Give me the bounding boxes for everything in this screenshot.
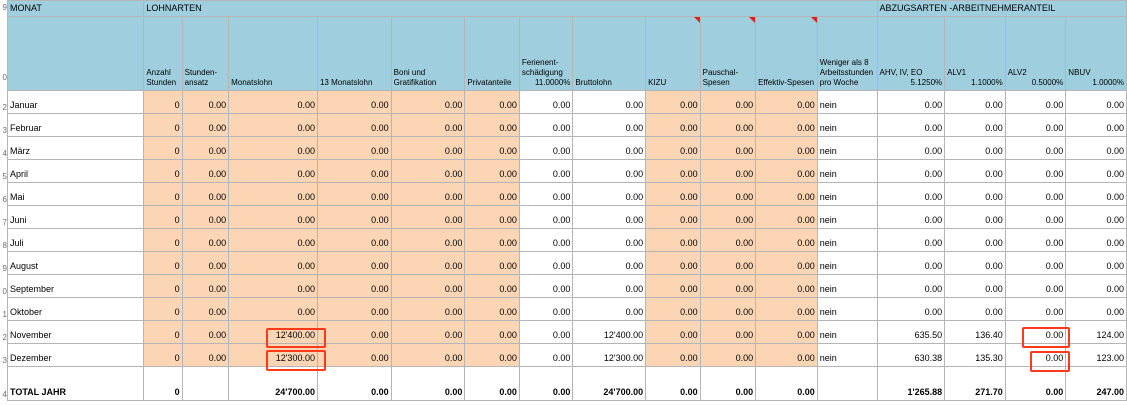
header-rate: 5.1250% <box>910 78 943 87</box>
total-monatslohn[interactable]: 24'700.00 <box>229 367 318 401</box>
cell-bruttolohn[interactable]: 0.00 <box>573 275 646 298</box>
cell-alv2[interactable]: 0.00 <box>1005 252 1066 275</box>
cell-boni-gratifikation[interactable]: 0.00 <box>391 183 465 206</box>
cell-13-monatslohn[interactable]: 0.00 <box>317 91 391 114</box>
cell-anzahl-stunden[interactable]: 0 <box>144 275 182 298</box>
column-header-row <box>8 17 1127 91</box>
cell-weniger-als-8-stunden[interactable]: nein <box>817 344 877 367</box>
cell-kizu[interactable]: 0.00 <box>646 91 701 114</box>
row-number-gutter <box>0 0 7 406</box>
cell-alv1[interactable]: 0.00 <box>945 137 1006 160</box>
header-weniger-als-8-stunden[interactable] <box>817 17 877 91</box>
cell-alv2[interactable]: 0.00 <box>1005 137 1066 160</box>
cell-bruttolohn[interactable]: 0.00 <box>573 160 646 183</box>
cell-monatslohn[interactable]: 12'400.00 <box>229 321 318 344</box>
total-label[interactable]: TOTAL JAHR <box>8 367 144 401</box>
cell-nbuv[interactable]: 0.00 <box>1066 252 1127 275</box>
table-row <box>8 160 1127 183</box>
cell-13-monatslohn[interactable]: 0.00 <box>317 344 391 367</box>
cell-13-monatslohn[interactable]: 0.00 <box>317 321 391 344</box>
payroll-spreadsheet <box>7 0 1127 401</box>
cell-13-monatslohn[interactable]: 0.00 <box>317 183 391 206</box>
total-anzahl-stunden[interactable]: 0 <box>144 367 182 401</box>
cell-nbuv[interactable]: 0.00 <box>1066 206 1127 229</box>
month-name-cell[interactable]: Oktober <box>8 298 144 321</box>
cell-bruttolohn[interactable]: 0.00 <box>573 229 646 252</box>
cell-kizu[interactable]: 0.00 <box>646 114 701 137</box>
cell-alv2[interactable]: 0.00 <box>1005 206 1066 229</box>
total-ferienentschaedigung[interactable]: 0.00 <box>519 367 573 401</box>
cell-pauschal-spesen[interactable]: 0.00 <box>700 206 756 229</box>
header-label: Effektiv-Spesen <box>758 78 815 87</box>
cell-effektiv-spesen[interactable]: 0.00 <box>756 229 818 252</box>
cell-alv1[interactable]: 0.00 <box>945 183 1006 206</box>
cell-weniger-als-8-stunden[interactable]: nein <box>817 229 877 252</box>
cell-kizu[interactable]: 0.00 <box>646 229 701 252</box>
cell-kizu[interactable]: 0.00 <box>646 321 701 344</box>
cell-kizu[interactable]: 0.00 <box>646 298 701 321</box>
cell-13-monatslohn[interactable]: 0.00 <box>317 298 391 321</box>
cell-monatslohn[interactable]: 0.00 <box>229 160 318 183</box>
cell-alv2[interactable]: 0.00 <box>1005 275 1066 298</box>
header-ferienentschaedigung[interactable] <box>519 17 573 91</box>
cell-ferienentschaedigung[interactable]: 0.00 <box>519 160 573 183</box>
cell-effektiv-spesen[interactable]: 0.00 <box>756 344 818 367</box>
cell-ahv-iv-eo[interactable]: 630.38 <box>877 344 945 367</box>
month-name-cell[interactable]: Juli <box>8 229 144 252</box>
cell-alv2[interactable]: 0.00 <box>1005 183 1066 206</box>
cell-ahv-iv-eo[interactable]: 0.00 <box>877 206 945 229</box>
header-label: ALV1 <box>947 68 967 77</box>
cell-boni-gratifikation[interactable]: 0.00 <box>391 160 465 183</box>
cell-boni-gratifikation[interactable]: 0.00 <box>391 275 465 298</box>
cell-anzahl-stunden[interactable]: 0 <box>144 321 182 344</box>
cell-weniger-als-8-stunden[interactable]: nein <box>817 321 877 344</box>
table-row <box>8 229 1127 252</box>
cell-alv1[interactable]: 0.00 <box>945 275 1006 298</box>
cell-monatslohn[interactable]: 0.00 <box>229 229 318 252</box>
cell-bruttolohn[interactable]: 12'300.00 <box>573 344 646 367</box>
cell-boni-gratifikation[interactable]: 0.00 <box>391 206 465 229</box>
total-nbuv[interactable]: 247.00 <box>1066 367 1127 401</box>
header-bruttolohn[interactable] <box>573 17 646 91</box>
cell-effektiv-spesen[interactable]: 0.00 <box>756 206 818 229</box>
cell-alv1[interactable]: 0.00 <box>945 229 1006 252</box>
cell-stundenansatz[interactable]: 0.00 <box>182 160 228 183</box>
table-row <box>8 206 1127 229</box>
table-row <box>8 252 1127 275</box>
cell-monatslohn[interactable]: 12'300.00 <box>229 344 318 367</box>
header-rate: 11.0000% <box>534 78 571 87</box>
cell-13-monatslohn[interactable]: 0.00 <box>317 206 391 229</box>
cell-alv1[interactable]: 0.00 <box>945 114 1006 137</box>
header-label: Anzahl Stunden <box>146 68 177 87</box>
cell-alv1[interactable]: 0.00 <box>945 252 1006 275</box>
total-pauschal-spesen[interactable]: 0.00 <box>700 367 756 401</box>
month-name-cell[interactable]: Dezember <box>8 344 144 367</box>
cell-stundenansatz[interactable]: 0.00 <box>182 252 228 275</box>
header-pauschal-spesen[interactable] <box>700 17 756 91</box>
table-row <box>8 114 1127 137</box>
total-alv2[interactable]: 0.00 <box>1005 367 1066 401</box>
cell-ahv-iv-eo[interactable]: 0.00 <box>877 252 945 275</box>
header-label: Bruttolohn <box>575 78 612 87</box>
row-number[interactable]: 2 <box>2 103 7 112</box>
cell-weniger-als-8-stunden[interactable]: nein <box>817 298 877 321</box>
cell-pauschal-spesen[interactable]: 0.00 <box>700 137 756 160</box>
cell-effektiv-spesen[interactable]: 0.00 <box>756 160 818 183</box>
header-ahv-iv-eo[interactable] <box>877 17 945 91</box>
cell-ahv-iv-eo[interactable]: 0.00 <box>877 137 945 160</box>
cell-privatanteile[interactable]: 0.00 <box>465 344 520 367</box>
table-row <box>8 137 1127 160</box>
cell-weniger-als-8-stunden[interactable]: nein <box>817 91 877 114</box>
table-row <box>8 298 1127 321</box>
cell-bruttolohn[interactable]: 12'400.00 <box>573 321 646 344</box>
cell-nbuv[interactable]: 124.00 <box>1066 321 1127 344</box>
row-number[interactable]: 8 <box>2 241 7 250</box>
row-number[interactable]: 7 <box>2 218 7 227</box>
month-name-cell[interactable]: Mai <box>8 183 144 206</box>
cell-alv1[interactable]: 0.00 <box>945 91 1006 114</box>
cell-stundenansatz[interactable]: 0.00 <box>182 229 228 252</box>
cell-bruttolohn[interactable]: 0.00 <box>573 114 646 137</box>
header-label: NBUV <box>1068 68 1091 77</box>
cell-weniger-als-8-stunden[interactable]: nein <box>817 206 877 229</box>
cell-weniger-als-8-stunden[interactable]: nein <box>817 275 877 298</box>
cell-ferienentschaedigung[interactable]: 0.00 <box>519 91 573 114</box>
cell-nbuv[interactable]: 0.00 <box>1066 229 1127 252</box>
cell-alv2[interactable]: 0.00 <box>1005 91 1066 114</box>
header-alv2[interactable] <box>1005 17 1066 91</box>
header-rate: 0.5000% <box>1031 78 1064 87</box>
cell-boni-gratifikation[interactable]: 0.00 <box>391 321 465 344</box>
cell-alv1[interactable]: 135.30 <box>945 344 1006 367</box>
header-label: Ferienent-schädigung <box>521 58 563 77</box>
cell-monatslohn[interactable]: 0.00 <box>229 91 318 114</box>
header-rate: 1.0000% <box>1092 78 1124 87</box>
cell-effektiv-spesen[interactable]: 0.00 <box>756 114 818 137</box>
cell-weniger-als-8-stunden[interactable]: nein <box>817 137 877 160</box>
cell-anzahl-stunden[interactable]: 0 <box>144 298 182 321</box>
table-row <box>8 344 1127 367</box>
cell-bruttolohn[interactable]: 0.00 <box>573 137 646 160</box>
total-effektiv-spesen[interactable]: 0.00 <box>756 367 818 401</box>
cell-ferienentschaedigung[interactable]: 0.00 <box>519 183 573 206</box>
header-privatanteile[interactable] <box>465 17 520 91</box>
month-name-cell[interactable]: November <box>8 321 144 344</box>
row-number[interactable]: 0 <box>2 287 7 296</box>
cell-nbuv[interactable]: 0.00 <box>1066 183 1127 206</box>
cell-stundenansatz[interactable]: 0.00 <box>182 298 228 321</box>
cell-monatslohn[interactable]: 0.00 <box>229 298 318 321</box>
cell-weniger-als-8-stunden[interactable]: nein <box>817 252 877 275</box>
cell-stundenansatz[interactable]: 0.00 <box>182 206 228 229</box>
cell-nbuv[interactable]: 0.00 <box>1066 275 1127 298</box>
cell-boni-gratifikation[interactable]: 0.00 <box>391 298 465 321</box>
cell-alv2[interactable]: 0.00 <box>1005 229 1066 252</box>
cell-privatanteile[interactable]: 0.00 <box>465 91 520 114</box>
cell-13-monatslohn[interactable]: 0.00 <box>317 137 391 160</box>
cell-ahv-iv-eo[interactable]: 0.00 <box>877 160 945 183</box>
row-number[interactable]: 3 <box>2 356 7 365</box>
month-name-cell[interactable]: Februar <box>8 114 144 137</box>
cell-privatanteile[interactable]: 0.00 <box>465 160 520 183</box>
cell-ahv-iv-eo[interactable]: 0.00 <box>877 114 945 137</box>
cell-bruttolohn[interactable]: 0.00 <box>573 91 646 114</box>
cell-ferienentschaedigung[interactable]: 0.00 <box>519 114 573 137</box>
cell-alv2[interactable]: 0.00 <box>1005 160 1066 183</box>
cell-stundenansatz[interactable]: 0.00 <box>182 91 228 114</box>
cell-stundenansatz[interactable]: 0.00 <box>182 344 228 367</box>
header-label: Boni und Gratifikation <box>393 68 437 87</box>
cell-privatanteile[interactable]: 0.00 <box>465 229 520 252</box>
cell-effektiv-spesen[interactable]: 0.00 <box>756 298 818 321</box>
cell-kizu[interactable]: 0.00 <box>646 275 701 298</box>
cell-bruttolohn[interactable]: 0.00 <box>573 252 646 275</box>
cell-anzahl-stunden[interactable]: 0 <box>144 137 182 160</box>
cell-ferienentschaedigung[interactable]: 0.00 <box>519 321 573 344</box>
cell-ahv-iv-eo[interactable]: 0.00 <box>877 275 945 298</box>
cell-alv2[interactable]: 0.00 <box>1005 321 1066 344</box>
total-bruttolohn[interactable]: 24'700.00 <box>573 367 646 401</box>
cell-kizu[interactable]: 0.00 <box>646 160 701 183</box>
cell-pauschal-spesen[interactable]: 0.00 <box>700 229 756 252</box>
header-kizu[interactable] <box>646 17 701 91</box>
cell-pauschal-spesen[interactable]: 0.00 <box>700 298 756 321</box>
header-rate: 1.1000% <box>971 78 1003 87</box>
cell-effektiv-spesen[interactable]: 0.00 <box>756 321 818 344</box>
cell-effektiv-spesen[interactable]: 0.00 <box>756 275 818 298</box>
cell-monatslohn[interactable]: 0.00 <box>229 206 318 229</box>
cell-ahv-iv-eo[interactable]: 0.00 <box>877 298 945 321</box>
cell-pauschal-spesen[interactable]: 0.00 <box>700 114 756 137</box>
row-number[interactable]: 4 <box>2 390 7 399</box>
cell-privatanteile[interactable]: 0.00 <box>465 137 520 160</box>
cell-nbuv[interactable]: 123.00 <box>1066 344 1127 367</box>
header-monat[interactable] <box>8 17 144 91</box>
cell-weniger-als-8-stunden[interactable]: nein <box>817 183 877 206</box>
cell-alv1[interactable]: 0.00 <box>945 160 1006 183</box>
row-number[interactable]: 2 <box>2 333 7 342</box>
row-number[interactable]: 0 <box>2 73 7 82</box>
month-name-cell[interactable]: Juni <box>8 206 144 229</box>
cell-boni-gratifikation[interactable]: 0.00 <box>391 229 465 252</box>
cell-monatslohn[interactable]: 0.00 <box>229 183 318 206</box>
cell-monatslohn[interactable]: 0.00 <box>229 114 318 137</box>
cell-effektiv-spesen[interactable]: 0.00 <box>756 137 818 160</box>
header-13-monatslohn[interactable] <box>317 17 391 91</box>
cell-boni-gratifikation[interactable]: 0.00 <box>391 91 465 114</box>
table-row <box>8 91 1127 114</box>
cell-bruttolohn[interactable]: 0.00 <box>573 298 646 321</box>
header-monatslohn[interactable] <box>229 17 318 91</box>
cell-alv1[interactable]: 0.00 <box>945 298 1006 321</box>
row-number[interactable]: 3 <box>2 126 7 135</box>
cell-ahv-iv-eo[interactable]: 635.50 <box>877 321 945 344</box>
cell-ahv-iv-eo[interactable]: 0.00 <box>877 91 945 114</box>
cell-anzahl-stunden[interactable]: 0 <box>144 206 182 229</box>
cell-ferienentschaedigung[interactable]: 0.00 <box>519 229 573 252</box>
cell-ferienentschaedigung[interactable]: 0.00 <box>519 344 573 367</box>
month-name-cell[interactable]: September <box>8 275 144 298</box>
cell-pauschal-spesen[interactable]: 0.00 <box>700 183 756 206</box>
total-weniger-als-8-stunden[interactable] <box>817 367 877 401</box>
cell-pauschal-spesen[interactable]: 0.00 <box>700 275 756 298</box>
table-row <box>8 183 1127 206</box>
cell-nbuv[interactable]: 0.00 <box>1066 160 1127 183</box>
cell-boni-gratifikation[interactable]: 0.00 <box>391 252 465 275</box>
cell-alv1[interactable]: 0.00 <box>945 206 1006 229</box>
cell-13-monatslohn[interactable]: 0.00 <box>317 229 391 252</box>
month-name-cell[interactable]: August <box>8 252 144 275</box>
cell-alv2[interactable]: 0.00 <box>1005 114 1066 137</box>
cell-boni-gratifikation[interactable]: 0.00 <box>391 137 465 160</box>
header-boni-gratifikation[interactable] <box>391 17 465 91</box>
cell-kizu[interactable]: 0.00 <box>646 183 701 206</box>
cell-kizu[interactable]: 0.00 <box>646 206 701 229</box>
cell-anzahl-stunden[interactable]: 0 <box>144 252 182 275</box>
total-kizu[interactable]: 0.00 <box>646 367 701 401</box>
cell-anzahl-stunden[interactable]: 0 <box>144 229 182 252</box>
cell-nbuv[interactable]: 0.00 <box>1066 298 1127 321</box>
cell-13-monatslohn[interactable]: 0.00 <box>317 252 391 275</box>
group-header-row <box>8 1 1127 17</box>
cell-monatslohn[interactable]: 0.00 <box>229 275 318 298</box>
total-privatanteile[interactable]: 0.00 <box>465 367 520 401</box>
cell-pauschal-spesen[interactable]: 0.00 <box>700 160 756 183</box>
month-name-cell[interactable]: März <box>8 137 144 160</box>
cell-nbuv[interactable]: 0.00 <box>1066 91 1127 114</box>
header-alv1[interactable] <box>945 17 1006 91</box>
cell-nbuv[interactable]: 0.00 <box>1066 137 1127 160</box>
cell-stundenansatz[interactable]: 0.00 <box>182 183 228 206</box>
cell-ahv-iv-eo[interactable]: 0.00 <box>877 183 945 206</box>
cell-anzahl-stunden[interactable]: 0 <box>144 344 182 367</box>
header-stundenansatz[interactable] <box>182 17 228 91</box>
row-number[interactable]: 4 <box>2 149 7 158</box>
cell-privatanteile[interactable]: 0.00 <box>465 114 520 137</box>
header-label: Pauschal-Spesen <box>702 68 739 87</box>
cell-monatslohn[interactable]: 0.00 <box>229 137 318 160</box>
cell-stundenansatz[interactable]: 0.00 <box>182 275 228 298</box>
group-lohnarten[interactable]: LOHNARTEN <box>144 1 877 17</box>
cell-kizu[interactable]: 0.00 <box>646 252 701 275</box>
row-number[interactable]: 9 <box>2 3 7 12</box>
cell-effektiv-spesen[interactable]: 0.00 <box>756 183 818 206</box>
row-number[interactable]: 9 <box>2 264 7 273</box>
cell-weniger-als-8-stunden[interactable]: nein <box>817 114 877 137</box>
cell-stundenansatz[interactable]: 0.00 <box>182 321 228 344</box>
total-boni-gratifikation[interactable]: 0.00 <box>391 367 465 401</box>
table-row <box>8 321 1127 344</box>
cell-anzahl-stunden[interactable]: 0 <box>144 114 182 137</box>
cell-weniger-als-8-stunden[interactable]: nein <box>817 160 877 183</box>
cell-kizu[interactable]: 0.00 <box>646 344 701 367</box>
header-label: 13 Monatslohn <box>319 78 373 87</box>
cell-bruttolohn[interactable]: 0.00 <box>573 183 646 206</box>
cell-privatanteile[interactable]: 0.00 <box>465 183 520 206</box>
cell-kizu[interactable]: 0.00 <box>646 137 701 160</box>
cell-alv1[interactable]: 136.40 <box>945 321 1006 344</box>
cell-stundenansatz[interactable]: 0.00 <box>182 114 228 137</box>
cell-privatanteile[interactable]: 0.00 <box>465 298 520 321</box>
cell-ferienentschaedigung[interactable]: 0.00 <box>519 252 573 275</box>
cell-pauschal-spesen[interactable]: 0.00 <box>700 252 756 275</box>
header-effektiv-spesen[interactable] <box>756 17 818 91</box>
cell-pauschal-spesen[interactable]: 0.00 <box>700 344 756 367</box>
month-name-cell[interactable]: April <box>8 160 144 183</box>
header-label: KIZU <box>648 78 667 87</box>
cell-ferienentschaedigung[interactable]: 0.00 <box>519 206 573 229</box>
cell-boni-gratifikation[interactable]: 0.00 <box>391 114 465 137</box>
group-abzugsarten[interactable]: ABZUGSARTEN -ARBEITNEHMERANTEIL <box>877 1 1127 17</box>
cell-bruttolohn[interactable]: 0.00 <box>573 206 646 229</box>
cell-13-monatslohn[interactable]: 0.00 <box>317 114 391 137</box>
total-stundenansatz[interactable] <box>182 367 228 401</box>
header-label: AHV, IV, EO <box>879 68 923 77</box>
cell-ferienentschaedigung[interactable]: 0.00 <box>519 137 573 160</box>
cell-privatanteile[interactable]: 0.00 <box>465 275 520 298</box>
cell-monatslohn[interactable]: 0.00 <box>229 252 318 275</box>
header-label: ALV2 <box>1007 68 1027 77</box>
cell-effektiv-spesen[interactable]: 0.00 <box>756 252 818 275</box>
month-name-cell[interactable]: Januar <box>8 91 144 114</box>
row-number[interactable]: 6 <box>2 195 7 204</box>
cell-13-monatslohn[interactable]: 0.00 <box>317 160 391 183</box>
cell-privatanteile[interactable]: 0.00 <box>465 252 520 275</box>
cell-ferienentschaedigung[interactable]: 0.00 <box>519 275 573 298</box>
header-label: Monatslohn <box>231 78 273 87</box>
cell-effektiv-spesen[interactable]: 0.00 <box>756 91 818 114</box>
header-label: Weniger als 8 Arbeitsstunden pro Woche <box>819 58 874 87</box>
cell-pauschal-spesen[interactable]: 0.00 <box>700 91 756 114</box>
row-number[interactable]: 1 <box>2 310 7 319</box>
header-label: Stunden-ansatz <box>184 68 218 87</box>
cell-13-monatslohn[interactable]: 0.00 <box>317 275 391 298</box>
total-ahv-iv-eo[interactable]: 1'265.88 <box>877 367 945 401</box>
cell-stundenansatz[interactable]: 0.00 <box>182 137 228 160</box>
cell-anzahl-stunden[interactable]: 0 <box>144 91 182 114</box>
cell-ahv-iv-eo[interactable]: 0.00 <box>877 229 945 252</box>
cell-privatanteile[interactable]: 0.00 <box>465 206 520 229</box>
cell-anzahl-stunden[interactable]: 0 <box>144 183 182 206</box>
cell-alv2[interactable]: 0.00 <box>1005 344 1066 367</box>
cell-boni-gratifikation[interactable]: 0.00 <box>391 344 465 367</box>
cell-nbuv[interactable]: 0.00 <box>1066 114 1127 137</box>
total-13-monatslohn[interactable]: 0.00 <box>317 367 391 401</box>
total-alv1[interactable]: 271.70 <box>945 367 1006 401</box>
header-anzahl-stunden[interactable] <box>144 17 182 91</box>
cell-ferienentschaedigung[interactable]: 0.00 <box>519 298 573 321</box>
cell-privatanteile[interactable]: 0.00 <box>465 321 520 344</box>
total-row <box>8 367 1127 401</box>
cell-alv2[interactable]: 0.00 <box>1005 298 1066 321</box>
table-row <box>8 275 1127 298</box>
cell-pauschal-spesen[interactable]: 0.00 <box>700 321 756 344</box>
cell-anzahl-stunden[interactable]: 0 <box>144 160 182 183</box>
header-nbuv[interactable] <box>1066 17 1127 91</box>
row-number[interactable]: 5 <box>2 172 7 181</box>
group-monat[interactable]: MONAT <box>8 1 144 17</box>
header-label: Privatanteile <box>467 78 512 87</box>
